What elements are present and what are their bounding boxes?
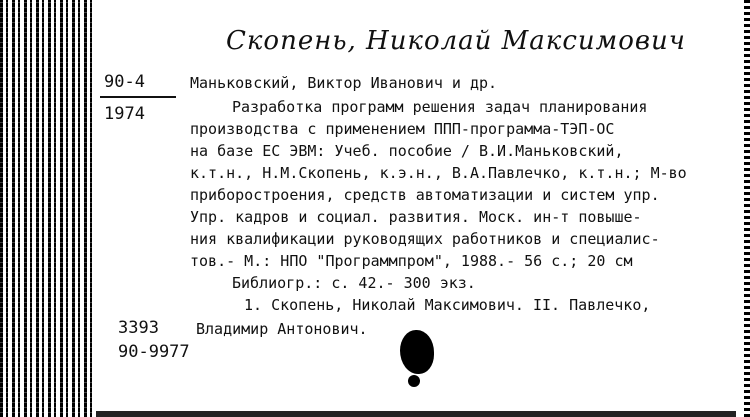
inventory-number: 3393	[118, 318, 159, 338]
scanned-card-edge	[0, 0, 92, 417]
classification-code: 90-4	[104, 72, 145, 92]
tracing-line-continued: Владимир Антонович.	[196, 320, 368, 338]
card-text-line: производства с применением ППП-программа-ТЭП-ОС	[190, 120, 615, 138]
code-divider-rule	[100, 96, 176, 98]
card-text-line: Упр. кадров и социал. развития. Моск. ин-т повыше-	[190, 208, 642, 226]
card-text-line: на базе ЕС ЭВМ: Учеб. пособие / В.И.Маньковский,	[190, 142, 624, 160]
right-card-edge	[744, 0, 750, 417]
order-number: 90-9977	[118, 342, 190, 362]
year-number: 1974	[104, 104, 145, 124]
punch-hole-mark	[400, 330, 434, 374]
card-author-line: Маньковский, Виктор Иванович и др.	[190, 74, 498, 92]
card-title-line: Разработка программ решения задач планирования	[232, 98, 648, 116]
bibliography-line: Библиогр.: с. 42.- 300 экз.	[232, 274, 476, 292]
card-text-line: приборостроения, средств автоматизации и систем упр.	[190, 186, 660, 204]
handwritten-author-name: Скопень, Николай Максимович	[226, 26, 686, 56]
card-text-line: тов.- М.: НПО "Программпром", 1988.- 56 с.; 20 см	[190, 252, 633, 270]
punch-dot-mark	[408, 375, 420, 387]
tracing-line: 1. Скопень, Николай Максимович. II. Павлечко,	[244, 296, 651, 314]
bottom-card-edge	[96, 411, 736, 417]
card-text-line: ния квалификации руководящих работников и специалис-	[190, 230, 660, 248]
card-text-line: к.т.н., Н.М.Скопень, к.э.н., В.А.Павлечко, к.т.н.; М-во	[190, 164, 687, 182]
